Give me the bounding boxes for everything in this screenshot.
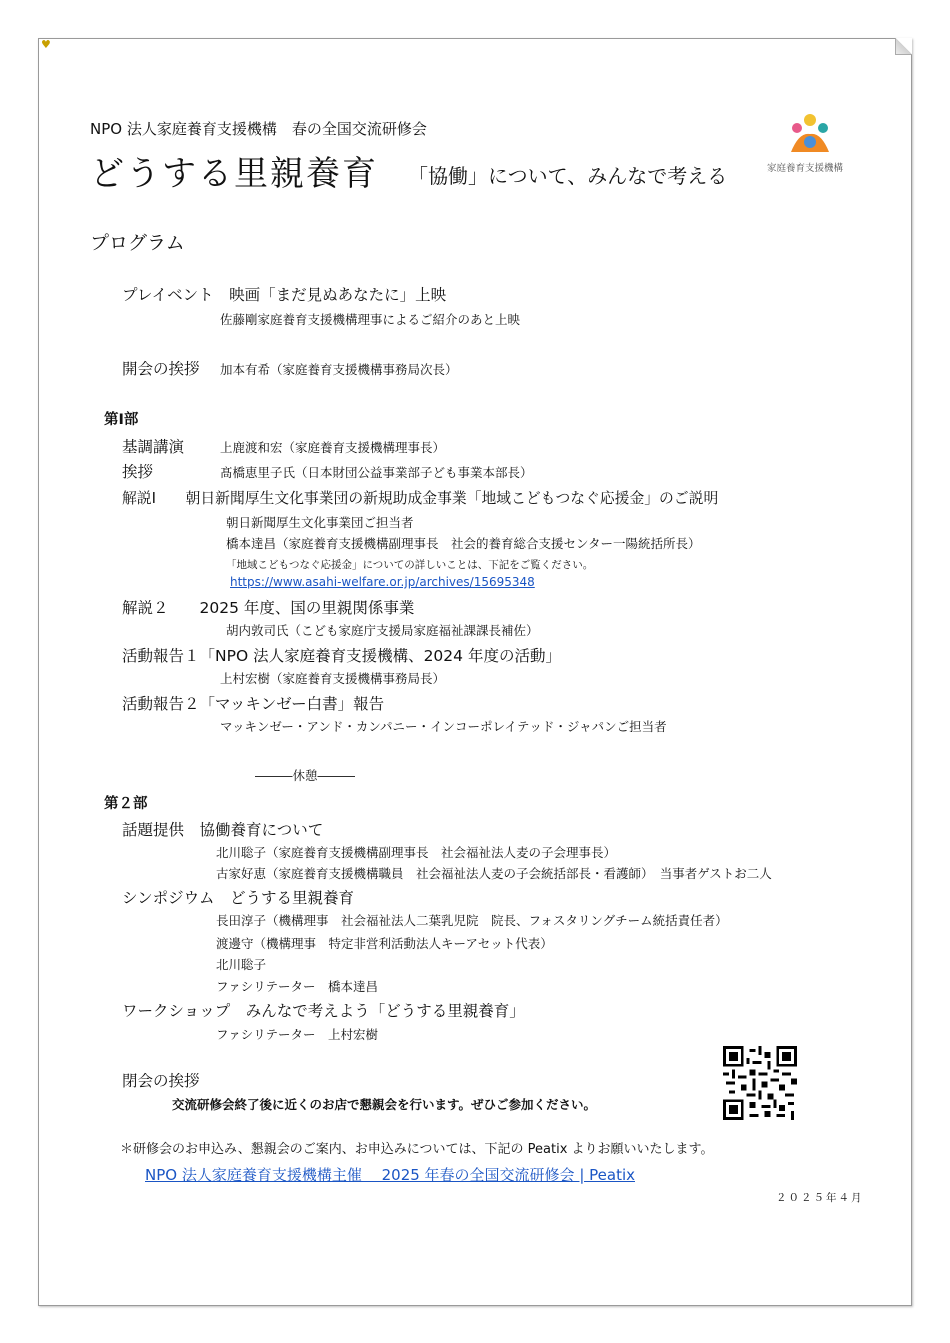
- workshop-facilitator: ファシリテーター 上村宏樹: [216, 1027, 379, 1042]
- break-divider: ―――休憩―――: [255, 768, 356, 783]
- report2-speaker: マッキンゼー・アンド・カンパニー・インコーポレイテッド・ジャパンご担当者: [220, 719, 667, 734]
- pre-event-title: プレイベント 映画「まだ見ぬあなたに」上映: [122, 286, 447, 304]
- pre-event-note: 佐藤剛家庭養育支援機構理事によるご紹介のあと上映: [220, 312, 521, 327]
- part2-heading: 第２部: [104, 796, 148, 812]
- explanation2-speaker: 胡内敦司氏（こども家庭庁支援局家庭福祉課課長補佐）: [226, 623, 539, 638]
- peatix-qr-code-icon[interactable]: [723, 1046, 797, 1120]
- greeting-label: 挨拶: [122, 463, 154, 481]
- organizer-line: NPO 法人家庭養育支援機構 春の全国交流研修会: [90, 120, 427, 138]
- program-heading: プログラム: [90, 232, 185, 254]
- explanation1-speaker-1: 朝日新聞厚生文化事業団ご担当者: [226, 515, 414, 530]
- symposium-speaker-2: 渡邊守（機構理事 特定非営利活動法人キーアセット代表）: [216, 936, 553, 951]
- greeting-speaker: 髙橋恵里子氏（日本財団公益事業部子ども事業本部長）: [220, 465, 533, 480]
- report2-title: 活動報告２「マッキンゼー白書」報告: [122, 695, 385, 713]
- explanation1-title: 解説Ⅰ 朝日新聞厚生文化事業団の新規助成金事業「地域こどもつなぐ応援金」のご説明: [122, 490, 719, 507]
- social-gathering-note: 交流研修会終了後に近くのお店で懇親会を行います。ぜひご参加ください。: [172, 1097, 597, 1112]
- opening-speaker: 加本有希（家庭養育支援機構事務局次長）: [220, 362, 458, 377]
- keynote-speaker: 上鹿渡和宏（家庭養育支援機構理事長）: [220, 440, 446, 455]
- issue-date: ２０２５年４月: [776, 1192, 864, 1204]
- page-fold-corner: [895, 38, 912, 55]
- asahi-welfare-link[interactable]: https://www.asahi-welfare.or.jp/archives/15695348: [230, 575, 535, 589]
- symposium-speaker-3: 北川聡子: [216, 957, 267, 972]
- symposium-title: シンポジウム どうする里親養育: [122, 889, 354, 907]
- apply-note: ＊研修会のお申込み、懇親会のご案内、お申込みについては、下記の Peatix よりお願いいたします。: [120, 1142, 714, 1157]
- explanation2-title: 解説２ 2025 年度、国の里親関係事業: [122, 599, 415, 617]
- organization-logo-icon: [785, 112, 835, 158]
- pin-icon: ♥: [41, 38, 51, 51]
- page-title: どうする里親養育: [90, 154, 378, 194]
- closing-label: 閉会の挨拶: [122, 1072, 200, 1090]
- peatix-link[interactable]: NPO 法人家庭養育支援機構主催 2025 年春の全国交流研修会 | Peatix: [145, 1166, 635, 1184]
- symposium-speaker-1: 長田淳子（機構理事 社会福祉法人二葉乳児院 院長、フォスタリングチーム統括責任者）: [216, 913, 728, 928]
- part1-heading: 第Ⅰ部: [104, 412, 139, 428]
- page-subtitle: 「協働」について、みんなで考える: [408, 164, 728, 188]
- topic-title: 話題提供 協働養育について: [122, 821, 324, 839]
- keynote-label: 基調講演: [122, 438, 185, 456]
- topic-speaker-2: 古家好恵（家庭養育支援機構職員 社会福祉法人麦の子会統括部長・看護師） 当事者ゲストお二人: [216, 866, 772, 881]
- report1-title: 活動報告１「NPO 法人家庭養育支援機構、2024 年度の活動」: [122, 647, 561, 665]
- workshop-title: ワークショップ みんなで考えよう「どうする里親養育」: [122, 1002, 525, 1020]
- report1-speaker: 上村宏樹（家庭養育支援機構事務局長）: [220, 671, 446, 686]
- topic-speaker-1: 北川聡子（家庭養育支援機構副理事長 社会福祉法人麦の子会理事長）: [216, 845, 617, 860]
- opening-label: 開会の挨拶: [122, 360, 200, 378]
- explanation1-note: 「地域こどもつなぐ応援金」についての詳しいことは、下記をご覧ください。: [226, 559, 594, 571]
- symposium-facilitator: ファシリテーター 橋本達昌: [216, 979, 379, 994]
- explanation1-speaker-2: 橋本達昌（家庭養育支援機構副理事長 社会的養育総合支援センター一陽統括所長）: [226, 536, 701, 551]
- logo-text: 家庭養育支援機構: [767, 163, 844, 174]
